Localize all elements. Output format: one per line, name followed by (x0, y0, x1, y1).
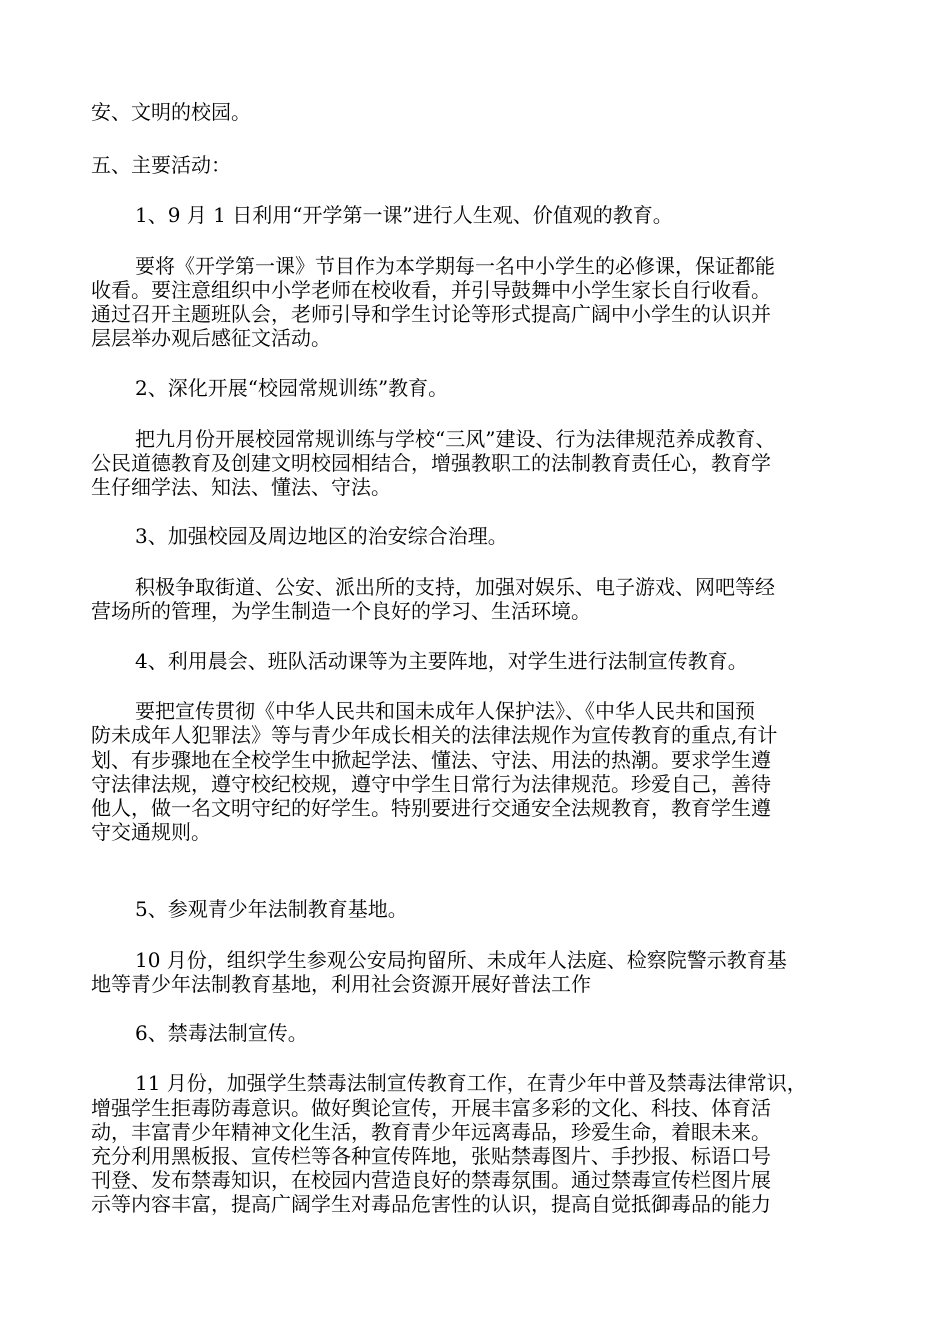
text-line: 公民道德教育及创建文明校园相结合，增强教职工的法制教育责任心，教育学 (91, 451, 771, 475)
item-heading: 1、9 月 1 日利用“开学第一课”进行人生观、价值观的教育。 (135, 203, 673, 227)
item-heading: 6、禁毒法制宣传。 (135, 1021, 308, 1045)
text-line: 充分利用黑板报、宣传栏等各种宣传阵地，张贴禁毒图片、手抄报、标语口号 (91, 1144, 771, 1168)
text-line: 11 月份，加强学生禁毒法制宣传教育工作，在青少年中普及禁毒法律常识， (135, 1071, 807, 1095)
text-line: 营场所的管理，为学生制造一个良好的学习、生活环境。 (91, 599, 591, 623)
section-heading: 五、主要活动： (91, 153, 231, 177)
text-line: 要将《开学第一课》节目作为本学期每一名中小学生的必修课，保证都能 (135, 254, 775, 278)
text-line: 守法律法规，遵守校纪校规，遵守中学生日常行为法律规范。珍爱自己，善待 (91, 772, 771, 796)
item-heading: 3、加强校园及周边地区的治安综合治理。 (135, 524, 508, 548)
text-line: 收看。要注意组织中小学老师在校收看，并引导鼓舞中小学生家长自行收看。 (91, 278, 771, 302)
text-line: 层层举办观后感征文活动。 (91, 326, 331, 350)
text-line: 示等内容丰富，提高广阔学生对毒品危害性的认识，提高自觉抵御毒品的能力 (91, 1192, 771, 1216)
text-line: 他人，做一名文明守纪的好学生。特别要进行交通安全法规教育，教育学生遵 (91, 796, 771, 820)
item-heading: 5、参观青少年法制教育基地。 (135, 897, 408, 921)
text-line: 守交通规则。 (91, 820, 211, 844)
text-line: 地等青少年法制教育基地，利用社会资源开展好普法工作 (91, 972, 591, 996)
text-line: 10 月份，组织学生参观公安局拘留所、未成年人法庭、检察院警示教育基 (135, 948, 787, 972)
text-line: 增强学生拒毒防毒意识。做好舆论宣传，开展丰富多彩的文化、科技、体育活 (91, 1096, 771, 1120)
item-heading: 4、利用晨会、班队活动课等为主要阵地，对学生进行法制宣传教育。 (135, 649, 748, 673)
text-line: 积极争取街道、公安、派出所的支持，加强对娱乐、电子游戏、网吧等经 (135, 575, 775, 599)
text-line: 刊登、发布禁毒知识，在校园内营造良好的禁毒氛围。通过禁毒宣传栏图片展 (91, 1168, 771, 1192)
text-line: 安、文明的校园。 (91, 100, 251, 124)
item-heading: 2、深化开展“校园常规训练”教育。 (135, 376, 449, 400)
text-line: 划、有步骤地在全校学生中掀起学法、懂法、守法、用法的热潮。要求学生遵 (91, 748, 771, 772)
text-line: 防未成年人犯罪法》等与青少年成长相关的法律法规作为宣传教育的重点,有计 (91, 723, 778, 747)
text-line: 通过召开主题班队会，老师引导和学生讨论等形式提高广阔中小学生的认识并 (91, 302, 771, 326)
text-line: 把九月份开展校园常规训练与学校“三风”建设、行为法律规范养成教育、 (135, 427, 776, 451)
text-line: 生仔细学法、知法、懂法、守法。 (91, 475, 391, 499)
text-line: 动，丰富青少年精神文化生活，教育青少年远离毒品，珍爱生命，着眼未来。 (91, 1120, 771, 1144)
text-line: 要把宣传贯彻《中华人民共和国未成年人保护法》、《中华人民共和国预 (135, 699, 755, 723)
